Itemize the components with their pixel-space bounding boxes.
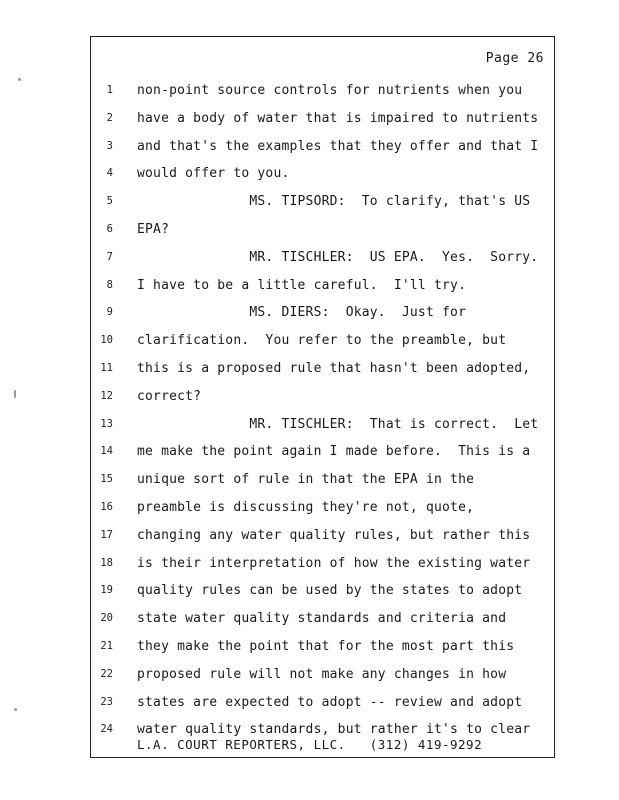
transcript-line: is their interpretation of how the existing water — [137, 555, 531, 571]
transcript-line: state water quality standards and criteria and — [137, 611, 507, 627]
transcript-line: proposed rule will not make any changes in how — [137, 666, 507, 682]
scan-speck — [14, 390, 16, 398]
transcript-page-frame — [90, 36, 555, 758]
line-number: 17 — [100, 528, 113, 541]
transcript-line: and that's the examples that they offer and that I — [137, 138, 539, 154]
transcript-line: unique sort of rule in that the EPA in the — [137, 472, 475, 488]
transcript-line: correct? — [137, 388, 202, 404]
transcript-line: states are expected to adopt -- review and adopt — [137, 694, 523, 710]
line-number: 16 — [100, 501, 113, 513]
transcript-line: MS. DIERS: Okay. Just for — [137, 305, 467, 321]
line-number: 1 — [106, 84, 113, 96]
page-number: Page 26 — [485, 51, 544, 66]
line-number: 24 — [100, 723, 113, 736]
line-number: 3 — [106, 139, 113, 152]
transcript-line: would offer to you. — [137, 166, 290, 182]
line-number: 11 — [100, 362, 113, 374]
line-number: 18 — [100, 556, 113, 569]
line-number: 8 — [106, 278, 113, 291]
line-number: 23 — [100, 695, 113, 708]
scan-speck — [18, 78, 21, 81]
transcript-line: EPA? — [137, 222, 170, 237]
line-number: 2 — [106, 111, 113, 124]
scan-speck — [14, 708, 17, 711]
line-number: 6 — [106, 223, 113, 235]
line-number: 13 — [100, 417, 113, 430]
transcript-line: clarification. You refer to the preamble, but — [137, 333, 507, 349]
line-number: 4 — [106, 167, 113, 180]
transcript-line: changing any water quality rules, but rather this — [137, 527, 531, 543]
transcript-line: MS. TIPSORD: To clarify, that's US — [137, 194, 531, 210]
line-number: 7 — [106, 250, 113, 263]
transcript-line: I have to be a little careful. I'll try. — [137, 277, 467, 293]
line-number: 21 — [100, 640, 113, 652]
transcript-line: this is a proposed rule that hasn't been adopted, — [137, 361, 531, 376]
line-number: 10 — [100, 334, 113, 347]
transcript-line: preamble is discussing they're not, quote, — [137, 500, 475, 515]
line-number: 22 — [100, 667, 113, 680]
line-number: 9 — [106, 306, 113, 319]
line-number: 5 — [106, 195, 113, 208]
transcript-line: quality rules can be used by the states to adopt — [137, 583, 523, 599]
transcript-line: have a body of water that is impaired to nutrients — [137, 110, 539, 126]
transcript-line: MR. TISCHLER: That is correct. Let — [137, 416, 539, 432]
line-number: 12 — [100, 389, 113, 402]
transcript-line: water quality standards, but rather it's to clear — [137, 722, 531, 738]
transcript-line: they make the point that for the most part this — [137, 639, 515, 654]
transcript-line: MR. TISCHLER: US EPA. Yes. Sorry. — [137, 249, 539, 265]
court-reporter-footer: L.A. COURT REPORTERS, LLC. (312) 419-9292 — [137, 737, 483, 752]
line-number: 15 — [100, 473, 113, 486]
line-number: 14 — [100, 445, 113, 458]
line-number: 20 — [100, 612, 113, 625]
transcript-line: non-point source controls for nutrients when you — [137, 83, 523, 98]
transcript-line: me make the point again I made before. This is a — [137, 444, 531, 460]
line-number: 19 — [100, 584, 113, 597]
